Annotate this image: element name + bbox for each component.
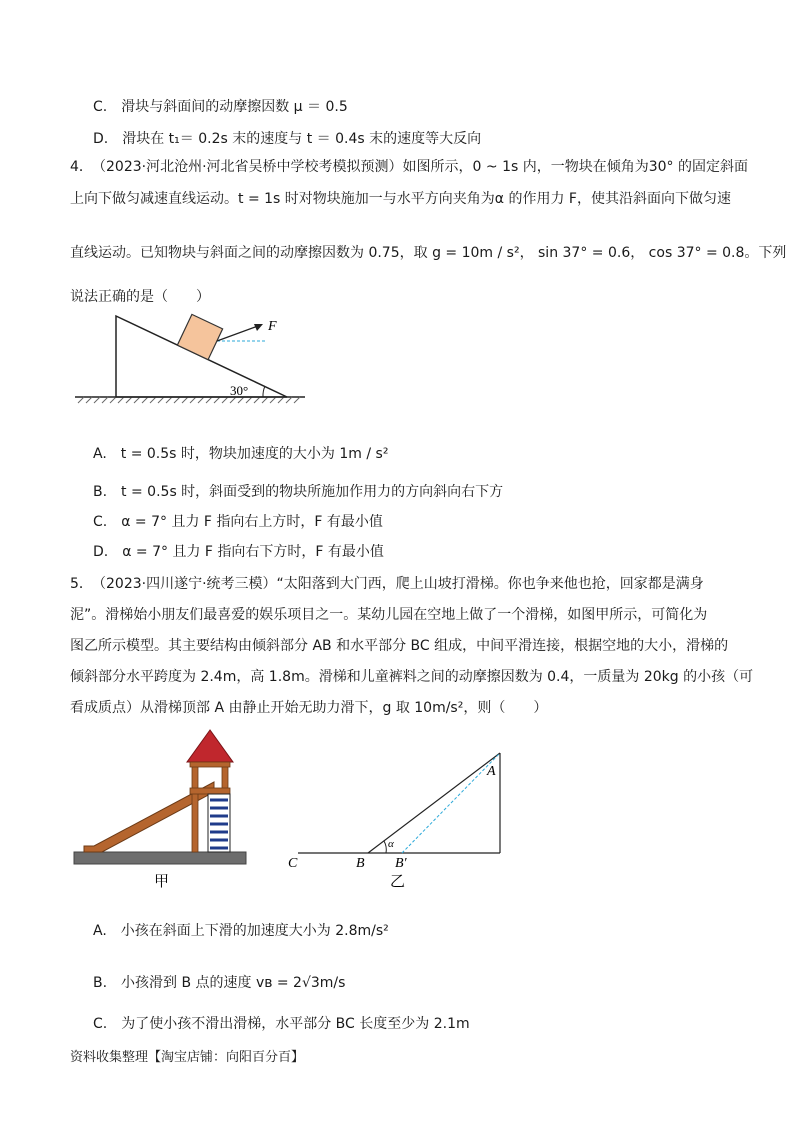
q5-figure-yi-label: 乙 bbox=[390, 874, 406, 890]
q4-option-b: B. t = 0.5s 时，斜面受到的物块所施加作用力的方向斜向右下方 bbox=[93, 484, 504, 500]
q3-option-c: C. 滑块与斜面间的动摩擦因数 μ ＝ 0.5 bbox=[93, 99, 348, 115]
q5-number: 5． bbox=[70, 576, 93, 592]
q5-option-a: A. 小孩在斜面上下滑的加速度大小为 2.8m/s² bbox=[93, 923, 389, 939]
q5-slide-figure-jia bbox=[72, 728, 252, 893]
q5-stem-line3: 图乙所示模型。其主要结构由倾斜部分 AB 和水平部分 BC 组成，中间平滑连接，根据空地的大小，滑梯的 bbox=[70, 638, 729, 654]
q5-point-c: C bbox=[288, 856, 298, 871]
q5-alpha-label: α bbox=[388, 838, 394, 850]
q4-number: 4． bbox=[70, 159, 93, 175]
q4-force-label: F bbox=[268, 319, 277, 334]
q3-option-d: D. 滑块在 t₁＝ 0.2s 末的速度与 t ＝ 0.4s 末的速度等大反向 bbox=[93, 131, 482, 147]
q5-option-b: B. 小孩滑到 B 点的速度 vʙ = 2√3m/s bbox=[93, 975, 346, 991]
q4-angle-label: 30° bbox=[230, 383, 249, 398]
q5-stem-line4: 倾斜部分水平跨度为 2.4m，高 1.8m。滑梯和儿童裤料之间的动摩擦因数为 0.4，一质量为 20kg 的小孩（可 bbox=[70, 669, 754, 685]
q4-stem-line2: 上向下做匀减速直线运动。t = 1s 时对物块施加一与水平方向夹角为α 的作用力 F，使其沿斜面向下做匀速 bbox=[70, 191, 731, 207]
q5-option-c: C. 为了使小孩不滑出滑梯，水平部分 BC 长度至少为 2.1m bbox=[93, 1016, 470, 1032]
q5-figure-jia-label: 甲 bbox=[154, 874, 170, 890]
q5-point-b-prime: B′ bbox=[395, 856, 407, 871]
q5-stem-line1: （2023·四川遂宁·统考三模）“太阳落到大门西，爬上山坡打滑梯。你也争来他也抢，回家都是满身 bbox=[92, 576, 704, 592]
page-footer: 资料收集整理【淘宝店铺：向阳百分百】 bbox=[70, 1050, 305, 1065]
q5-point-a: A bbox=[487, 764, 496, 779]
q4-stem-line1: （2023·河北沧州·河北省吴桥中学校考模拟预测）如图所示，0 ~ 1s 内，一物块在倾角为30° 的固定斜面 bbox=[92, 159, 748, 175]
q5-stem-line5: 看成质点）从滑梯顶部 A 由静止开始无助力滑下，g 取 10m/s²，则（ ） bbox=[70, 700, 548, 716]
q4-stem-line4: 说法正确的是（ ） bbox=[70, 289, 210, 305]
q4-option-c: C. α = 7° 且力 F 指向右上方时，F 有最小值 bbox=[93, 514, 383, 530]
q5-stem-line2: 泥”。滑梯始小朋友们最喜爱的娱乐项目之一。某幼儿园在空地上做了一个滑梯，如图甲所示，可简化为 bbox=[70, 607, 708, 623]
q5-point-b: B bbox=[356, 856, 365, 871]
q4-incline-figure bbox=[70, 310, 310, 410]
q4-option-a: A. t = 0.5s 时，物块加速度的大小为 1m / s² bbox=[93, 446, 389, 462]
q4-option-d: D. α = 7° 且力 F 指向右下方时，F 有最小值 bbox=[93, 544, 384, 560]
q5-slide-figure-yi bbox=[282, 745, 512, 890]
q4-stem-line3: 直线运动。已知物块与斜面之间的动摩擦因数为 0.75，取 g = 10m / s²， sin 37° = 0.6， cos 37° = 0.8。下列 bbox=[70, 245, 787, 261]
